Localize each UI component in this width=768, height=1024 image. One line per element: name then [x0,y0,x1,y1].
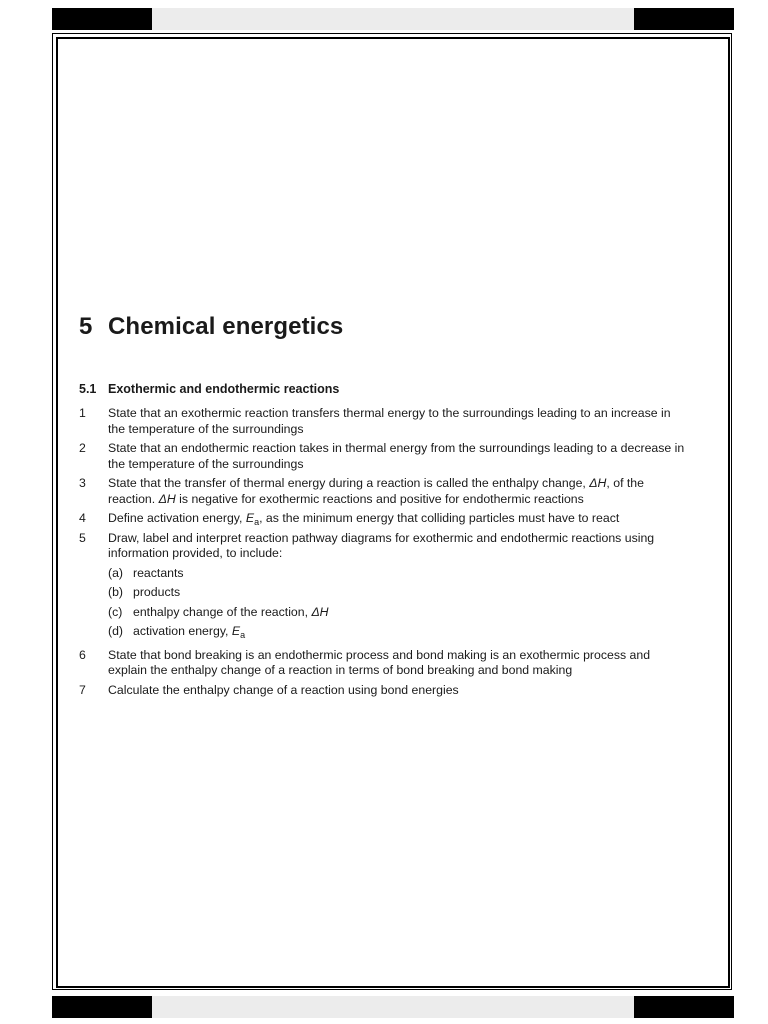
objective-text-part: Define activation energy, [108,511,246,525]
section-title: Exothermic and endothermic reactions [108,382,340,396]
sub-item-text [133,624,245,640]
sub-item-c [108,605,689,621]
objective-text: State that an exothermic reaction transfers thermal energy to the surroundings leading to an increase in the temperature of the surroundings [108,406,671,436]
objective-number: 5 [79,530,86,545]
objective-number: 6 [79,647,86,662]
objective-text-part: State that the transfer of thermal energy during a reaction is called the enthalpy change, [108,476,590,490]
chapter-number: 5 [79,313,93,340]
objective-6 [79,648,689,679]
activation-energy-symbol: E [245,511,255,525]
objective-7 [79,683,689,699]
objective-number: 1 [79,406,86,420]
learning-objectives-list [79,406,689,702]
sub-item-text-part: enthalpy change of the reaction, [133,604,312,619]
bottom-right-edge-block [634,996,734,1018]
section-heading [79,382,339,396]
sub-item-text-part: activation energy, [133,624,232,638]
sub-item-text: products [133,585,181,599]
delta-h-symbol: ΔH [158,491,176,506]
objective-sub-list [108,566,689,640]
sub-item-d [108,624,689,640]
activation-energy-subscript: a [240,630,246,640]
delta-h-symbol: ΔH [589,476,607,490]
objective-number: 2 [79,441,86,455]
activation-energy-subscript: a [254,517,260,527]
sub-item-label: (b) [108,585,124,599]
objective-3 [79,476,689,507]
objective-1 [79,406,689,437]
sub-item-a [108,566,689,582]
sub-item-label: (a) [108,565,124,580]
sub-item-label: (c) [108,604,123,619]
sub-item-label: (d) [108,624,124,638]
objective-2 [79,441,689,472]
section-number: 5.1 [79,382,97,396]
sub-item-b [108,585,689,601]
objective-text: State that bond breaking is an endothermic process and bond making is an exothermic process and explain the enthalpy change of a reaction in terms of bond breaking and bond making [108,647,651,677]
objective-5 [79,531,689,644]
objective-4 [79,511,689,527]
objective-text-part: is negative for exothermic reactions and positive for endothermic reactions [175,491,584,506]
objective-text-part: , as the minimum energy that colliding particles must have to react [259,511,620,525]
chapter-title-text: Chemical energetics [108,313,344,340]
top-right-edge-block [634,8,734,30]
top-left-edge-block [52,8,152,30]
objective-text [108,476,689,507]
objective-number: 4 [79,511,86,525]
bottom-edge-bar [52,996,734,1018]
top-edge-bar [52,8,734,30]
sub-item-text: reactants [133,565,184,580]
objective-text-part: , of the reaction. [108,476,644,506]
objective-text: Draw, label and interpret reaction pathway diagrams for exothermic and endothermic reactions using information provided, to include: [108,530,655,560]
sub-item-text [133,605,329,621]
activation-energy-symbol: E [231,624,241,638]
objective-text: State that an endothermic reaction takes in thermal energy from the surroundings leading to a decrease in the temperature of the surroundings [108,441,685,471]
objective-text: Calculate the enthalpy change of a reaction using bond energies [108,682,459,697]
objective-body [108,531,689,644]
chapter-title [79,313,343,341]
delta-h-symbol: ΔH [311,604,329,619]
bottom-left-edge-block [52,996,152,1018]
objective-number: 3 [79,476,86,490]
objective-text [108,511,689,527]
objective-number: 7 [79,682,86,697]
